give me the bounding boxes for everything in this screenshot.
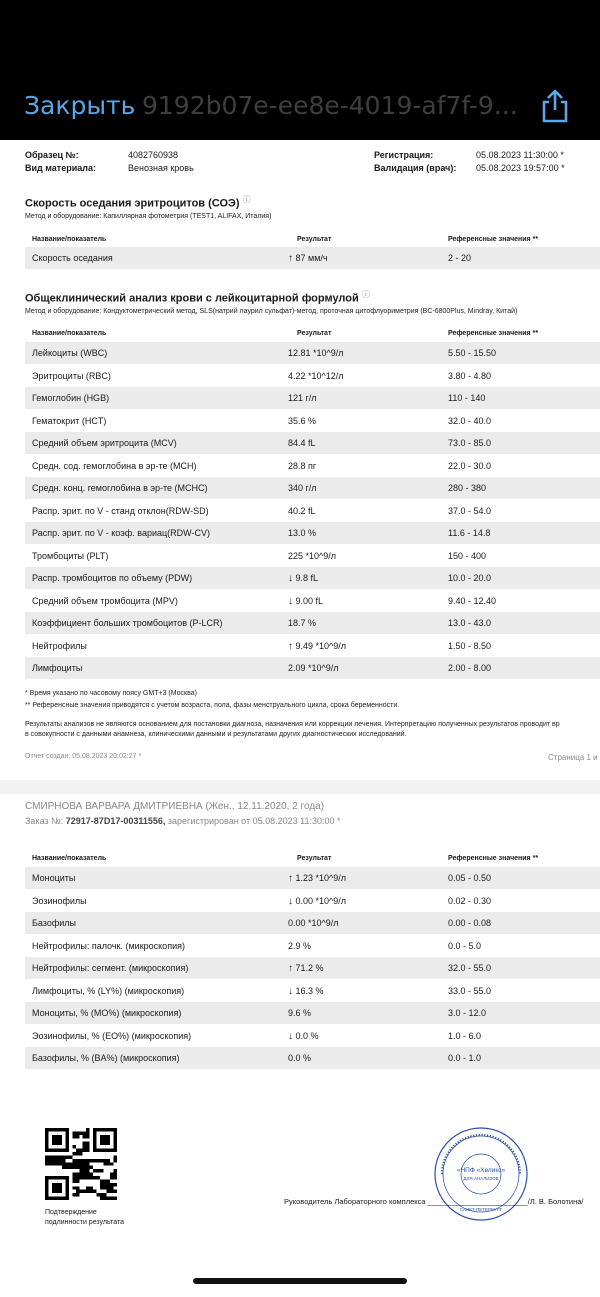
table-row [25,635,600,657]
arrow-down-icon: ↓ [288,573,293,584]
row-reference: 3.0 - 12.0 [448,1008,487,1018]
svg-text:САНКТ-ПЕТЕРБУРГ: САНКТ-ПЕТЕРБУРГ [459,1207,503,1212]
col-result-header: Результат [297,236,332,243]
row-reference: 0.00 - 0.08 [448,918,492,928]
result-value: 71.2 % [295,963,324,973]
document-title: 9192b07e-ee8e-4019-af7f-9... [142,91,518,120]
sample-no: 4082760938 [128,150,179,160]
row-reference: 37.0 - 54.0 [448,505,492,516]
row-reference: 150 - 400 [448,550,487,561]
result-value: 0.00 *10^9/л [288,918,339,928]
result-value: 35.6 % [288,415,317,426]
row-result [288,393,317,403]
row-reference: 32.0 - 40.0 [448,415,492,426]
result-value: 9.8 fL [295,573,319,583]
row-result [288,483,317,493]
row-reference: 22.0 - 30.0 [448,460,492,471]
arrow-down-icon: ↓ [288,895,293,907]
result-value: 28.8 пг [288,460,317,471]
result-value: 340 г/л [288,483,317,493]
sample-no-label: Образец №: [25,150,79,160]
qr-code[interactable] [45,1128,117,1200]
table-row [25,935,600,957]
table-row [25,1002,600,1024]
row-result [288,528,316,538]
row-result [288,416,316,426]
registration-label: Регистрация: [374,150,434,160]
col-result-header: Результат [297,330,332,337]
result-value: 40.2 fL [288,505,316,516]
result-value: 87 мм/ч [295,253,328,263]
row-name: Эозинофилы [32,895,87,906]
arrow-down-icon: ↓ [288,1030,293,1042]
result-value: 9.6 % [288,1008,312,1018]
col-reference-header: Референсные значения ** [448,855,539,862]
row-name: Скорость оседания [32,253,113,263]
result-value: 84.4 fL [288,438,316,448]
result-value: 12.81 *10^9/л [288,348,344,358]
table-row [25,410,600,432]
cbc-section-title: Общеклинический анализ крови с лейкоцитарной формулой ⓘ [25,290,370,305]
result-value: 2.9 % [288,940,312,951]
row-reference: 0.0 - 1.0 [448,1053,482,1063]
result-value: 0.0 % [288,1053,312,1063]
row-result [288,618,316,628]
esr-section-title: Скорость оседания эритроцитов (СОЭ) ⓘ [25,195,251,210]
row-name: Моноциты, % (MO%) (микроскопия) [32,1008,182,1018]
report-created: Отчет создан: 05.08.2023 20:02:27 * [25,753,142,760]
top-bar [0,0,600,140]
row-name: Эритроциты (RBC) [32,370,111,381]
table-row [25,387,600,409]
table-row [25,1025,600,1047]
row-name: Моноциты [32,873,76,883]
table-row [25,477,600,499]
row-result [288,941,311,951]
row-name: Эозинофилы, % (EO%) (микроскопия) [32,1030,192,1041]
lab-report[interactable] [0,140,600,1297]
row-name: Средний объем эритроцита (MCV) [32,438,177,448]
row-result [288,371,344,381]
row-reference: 11.6 - 14.8 [448,528,491,538]
arrow-down-icon: ↓ [288,985,293,997]
arrow-up-icon: ↑ [288,963,293,974]
col-name-header: Название/показатель [32,236,107,243]
row-reference: 2.00 - 8.00 [448,663,492,673]
lab-stamp-image [432,1125,530,1223]
signature-line: Руководитель Лабораторного комплекса ________________________/Л. В. Болотина/ [284,1197,584,1206]
svg-text:ДЛЯ АНАЛИЗОВ: ДЛЯ АНАЛИЗОВ [463,1176,499,1181]
row-name: Распр. тромбоцитов по объему (PDW) [32,573,193,583]
result-value: 121 г/л [288,393,317,403]
table-row [25,890,600,912]
row-reference: 0.05 - 0.50 [448,873,492,883]
result-value: 18.7 % [288,618,317,628]
arrow-up-icon: ↑ [288,640,293,652]
row-name: Средн. сод. гемоглобина в эр-те (MCH) [32,460,197,471]
row-result [288,253,328,264]
result-value: 9.49 *10^9/л [295,640,347,651]
page-separator [0,780,600,794]
row-name: Гематокрит (HCT) [32,415,107,426]
row-name: Коэффициент больших тромбоцитов (P-LCR) [32,618,223,628]
row-reference: 0.0 - 5.0 [448,940,482,951]
row-result [288,1053,311,1063]
row-result [288,551,336,561]
table-row [25,247,600,269]
row-result [288,438,316,448]
row-reference: 2 - 20 [448,253,472,263]
row-name: Лейкоциты (WBC) [32,348,108,358]
row-name: Базофилы, % (BA%) (микроскопия) [32,1053,180,1063]
row-result [288,506,316,516]
qr-caption-line-2: подлинности результата [45,1219,124,1226]
row-result [288,663,339,673]
table-row [25,867,600,889]
col-reference-header: Референсные значения ** [448,330,539,337]
table-row [25,545,600,567]
result-value: 0.0 % [295,1030,319,1041]
row-reference: 0.02 - 0.30 [448,895,492,906]
table-row [25,612,600,634]
result-value: 1.23 *10^9/л [295,873,347,883]
row-name: Лимфоциты, % (LY%) (микроскопия) [32,985,185,996]
result-value: 16.3 % [295,985,324,996]
row-result [288,348,344,358]
row-reference: 1.0 - 6.0 [448,1030,482,1041]
row-name: Нейтрофилы: сегмент. (микроскопия) [32,963,189,973]
arrow-down-icon: ↓ [288,595,293,607]
esr-method: Метод и оборудование: Капиллярная фотометрия (TEST1, ALIFAX, Италия) [25,213,272,220]
share-icon[interactable] [538,88,572,124]
row-result [288,918,339,928]
col-reference-header: Референсные значения ** [448,236,539,243]
svg-text:«НПФ «Хеликс»: «НПФ «Хеликс» [456,1167,506,1174]
table-row [25,957,600,979]
row-result [288,873,346,884]
table-row [25,522,600,544]
table-row [25,455,600,477]
col-name-header: Название/показатель [32,330,107,337]
row-name: Базофилы [32,918,76,928]
table-row [25,365,600,387]
material-label: Вид материала: [25,163,96,173]
validation-label: Валидация (врач): [374,163,457,173]
row-reference: 1.50 - 8.50 [448,640,492,651]
table-row [25,1047,600,1069]
table-row [25,912,600,934]
row-reference: 280 - 380 [448,483,487,493]
home-indicator[interactable] [193,1278,407,1284]
row-result [288,461,316,471]
row-reference: 3.80 - 4.80 [448,370,492,381]
material: Венозная кровь [128,163,194,173]
table-row [25,657,600,679]
row-result [288,641,346,652]
disclaimer-line-1: Результаты анализов не являются основанием для постановки диагноза, назначения или коррекции лечения. Интерпретацию полученных результатов проводит вр [25,721,560,728]
row-result [288,963,324,974]
result-value: 0.00 *10^9/л [295,895,347,906]
qr-caption-line-1: Подтверждение [45,1209,97,1216]
row-result [288,1031,319,1042]
reference-note: ** Референсные значения приводятся с учетом возраста, пола, фазы менструального цикла, срока беременности. [25,702,400,709]
validation-date: 05.08.2023 19:57:00 * [476,163,565,173]
row-reference: 9.40 - 12.40 [448,595,497,606]
table-row [25,590,600,612]
cbc-method: Метод и оборудование: Кондуктометрический метод, SLS(натрий лаурил сульфат)-метод, проточная цитофлуориметрия (BC-6800Plus, Mindray, Китай) [25,308,518,315]
time-note: * Время указано по часовому поясу GMT+3 (Москва) [25,690,197,697]
disclaimer-line-2: в совокупности с данными анамнеза, клиническими данными и результатами других диагностических исследований. [25,731,407,738]
order-info: Заказ №: 72917-87D17-00311556, зарегистрирован от 05.08.2023 11:30:00 * [25,816,341,826]
result-value: 9.00 fL [295,595,324,606]
table-row [25,500,600,522]
row-reference: 13.0 - 43.0 [448,618,492,628]
row-reference: 110 - 140 [448,393,486,403]
row-result [288,1008,311,1018]
result-value: 4.22 *10^12/л [288,370,344,381]
col-result-header: Результат [297,855,332,862]
registration-date: 05.08.2023 11:30:00 * [476,150,564,160]
row-reference: 10.0 - 20.0 [448,573,492,583]
page-number: Страница 1 и [548,753,598,762]
row-result [288,986,324,997]
table-row [25,432,600,454]
arrow-up-icon: ↑ [288,873,293,884]
row-name: Нейтрофилы [32,640,87,651]
close-button[interactable]: Закрыть [24,91,136,120]
row-result [288,896,346,907]
result-value: 2.09 *10^9/л [288,663,339,673]
arrow-up-icon: ↑ [288,253,293,264]
table-row [25,567,600,589]
result-value: 225 *10^9/л [288,550,337,561]
info-icon: ⓘ [242,195,251,204]
row-name: Средн. конц. гемоглобина в эр-те (MCHC) [32,483,208,493]
row-result [288,573,318,584]
row-result [288,596,323,607]
table-row [25,342,600,364]
row-name: Распр. эрит. по V - коэф. вариац(RDW-CV) [32,528,210,538]
row-reference: 33.0 - 55.0 [448,985,492,996]
row-reference: 32.0 - 55.0 [448,963,492,973]
row-reference: 5.50 - 15.50 [448,348,497,358]
row-reference: 73.0 - 85.0 [448,438,492,448]
patient-info: СМИРНОВА ВАРВАРА ДМИТРИЕВНА (Жен., 12.11.2020, 2 года) [25,801,325,812]
row-name: Тромбоциты (PLT) [32,550,109,561]
row-name: Гемоглобин (HGB) [32,393,110,403]
col-name-header: Название/показатель [32,855,107,862]
info-icon: ⓘ [361,290,370,299]
row-name: Нейтрофилы: палочк. (микроскопия) [32,940,185,951]
row-name: Распр. эрит. по V - станд отклон(RDW-SD) [32,505,209,516]
row-name: Средний объем тромбоцита (MPV) [32,595,178,606]
table-row [25,980,600,1002]
result-value: 13.0 % [288,528,317,538]
row-name: Лимфоциты [32,663,83,673]
